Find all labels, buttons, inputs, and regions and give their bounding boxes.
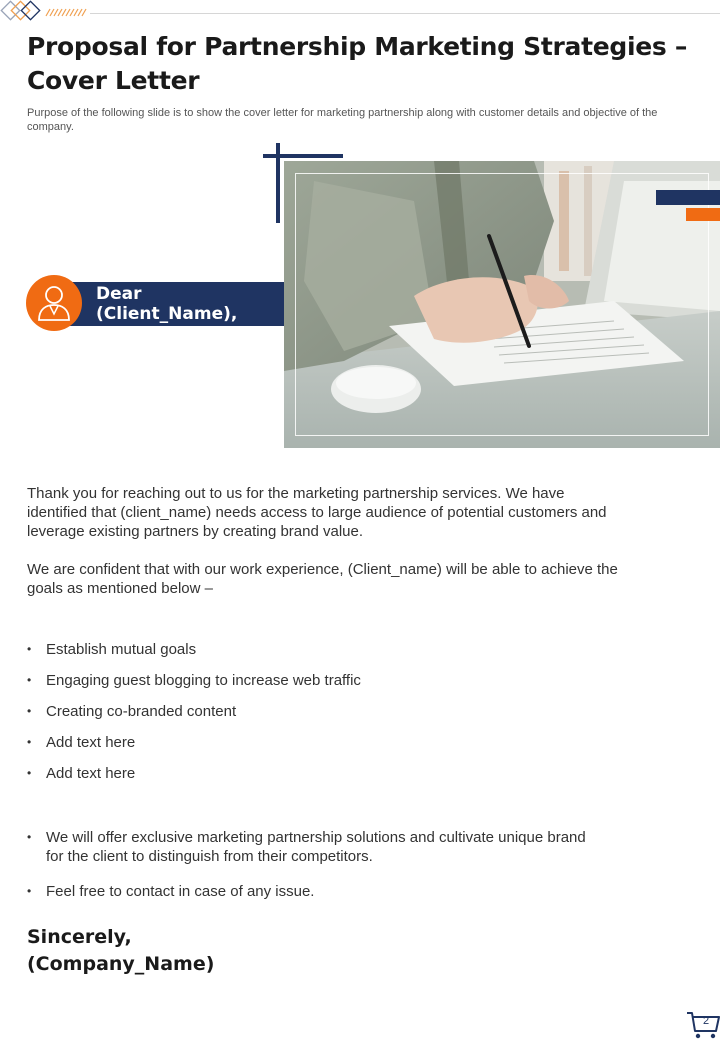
- list-item: • Engaging guest blogging to increase web traffic: [27, 672, 361, 689]
- closing-list: [27, 828, 587, 901]
- signature-block: [27, 924, 214, 978]
- list-item: • Add text here: [27, 765, 136, 782]
- user-icon: [34, 282, 74, 324]
- bullet-icon: •: [27, 735, 32, 749]
- bullet-icon: •: [27, 830, 32, 844]
- accent-bar-orange: [686, 208, 720, 221]
- signature-company: (Company_Name): [27, 953, 215, 975]
- bullet-icon: •: [27, 884, 32, 898]
- accent-bar-navy: [656, 190, 720, 205]
- avatar: [26, 275, 82, 331]
- intro-paragraph: Thank you for reaching out to us for the marketing partnership services. We have identified that (client_name) needs access to large audience of potential customers and leverage existing partners by creating brand value.: [27, 485, 607, 540]
- list-item: • We will offer exclusive marketing partnership solutions and cultivate unique brand for the client to distinguish from their competitors.: [27, 829, 586, 865]
- list-item: • Add text here: [27, 734, 136, 751]
- bullet-icon: •: [27, 704, 32, 718]
- confidence-paragraph: We are confident that with our work experience, (Client_name) will be able to achieve the goals as mentioned below –: [27, 561, 618, 597]
- bullet-icon: •: [27, 766, 32, 780]
- page-number-badge: [686, 1011, 720, 1039]
- accent-line-horizontal: [263, 154, 343, 158]
- list-item: • Feel free to contact in case of any issue.: [27, 883, 315, 900]
- bullet-icon: •: [27, 673, 32, 687]
- signature-salutation: Sincerely,: [27, 926, 132, 948]
- logo-diamonds-icon: [0, 0, 90, 26]
- greeting-text: Dear (Client_Name),: [96, 284, 238, 324]
- header-divider: [90, 13, 720, 14]
- photo-person-writing: [284, 161, 720, 448]
- list-item: • Establish mutual goals: [27, 641, 197, 658]
- goals-list: [27, 640, 647, 783]
- list-item: • Creating co-branded content: [27, 703, 237, 720]
- page-subtitle: Purpose of the following slide is to show the cover letter for marketing partnership along with customer details and objective of the company.: [27, 107, 658, 133]
- greeting-banner: [52, 282, 284, 326]
- person-writing-photo-icon: [284, 161, 720, 448]
- bullet-icon: •: [27, 642, 32, 656]
- page-number: 2: [702, 1015, 710, 1027]
- page-title: Proposal for Partnership Marketing Strategies – Cover Letter: [27, 32, 688, 95]
